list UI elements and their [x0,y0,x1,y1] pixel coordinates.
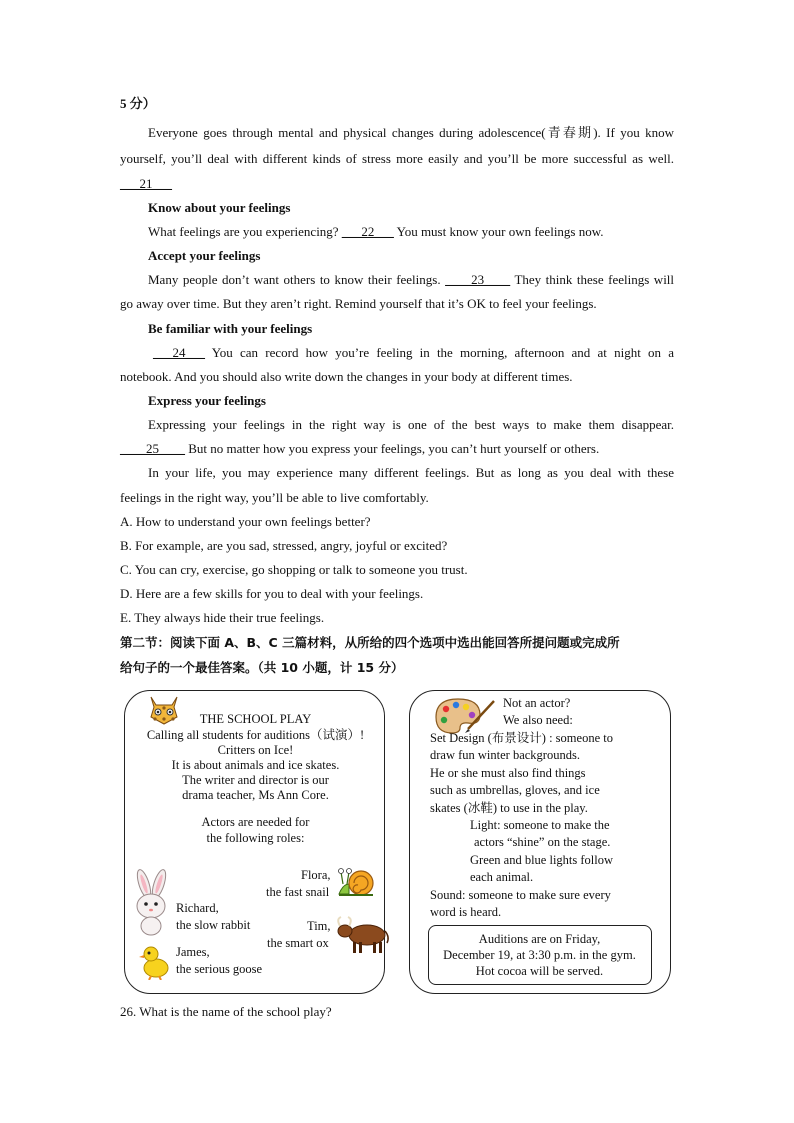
heading-express-feelings: Express your feelings [148,393,266,408]
blank-25: ____25____ [120,441,185,456]
paragraph-3-line-2: notebook. And you should also write down the changes in your body at different times. [120,369,573,384]
crew-set-design-line-2: draw fun winter backgrounds. [430,748,580,762]
section-2-instructions-line-1: 第二节：阅读下面 A、B、C 三篇材料，从所给的四个选项中选出能回答所提问题或完成所 [120,635,620,650]
poster-actors-needed-line-2: the following roles: [206,831,305,845]
paragraph-4-text-b: But no matter how you express your feelings, you can’t hurt yourself or others. [188,441,600,456]
paragraph-2-line-1 [148,272,674,288]
paragraph-4-line-1: Expressing your feelings in the right way is one of the best ways to make them disappear. [148,417,674,432]
crew-needed-poster [409,690,671,994]
poster-writer-line-1: The writer and director is our [182,773,329,787]
crew-light-line-4: each animal. [470,870,534,884]
crew-set-design-line-4: such as umbrellas, gloves, and ice [430,783,600,797]
section-header-fragment: 5 分） [120,96,156,111]
blank-22: ___22___ [341,224,394,239]
option-a: A. How to understand your own feelings better? [120,514,371,529]
ox-icon [335,915,391,955]
crew-we-also-need: We also need: [503,713,573,727]
paragraph-4-line-2 [120,441,599,457]
rabbit-icon [129,868,173,936]
option-b: B. For example, are you sad, stressed, angry, joyful or excited? [120,538,448,553]
role-flora-name: Flora, [301,868,331,882]
role-richard-name: Richard, [176,901,219,915]
poster-play-description: It is about animals and ice skates. [171,758,340,772]
role-tim-description: the smart ox [267,936,329,950]
crew-set-design-line-3: He or she must also find things [430,766,586,780]
paint-palette-icon [432,695,496,735]
goose-icon [139,944,171,980]
crew-sound-line-2: word is heard. [430,905,502,919]
role-james-description: the serious goose [176,962,263,976]
poster-call-for-auditions: Calling all students for auditions（试演）! [146,728,365,742]
crew-light-line-3: Green and blue lights follow [470,853,614,867]
paragraph-2-text-b: They think these feelings will [514,272,675,287]
poster-title: THE SCHOOL PLAY [199,712,312,726]
passage-intro-line-2: yourself, you’ll deal with different kinds of stress more easily and you’ll be more successful as well. [120,151,674,166]
role-james-name: James, [176,945,210,959]
paragraph-5-line-1: In your life, you may experience many different feelings. But as long as you deal with these [148,465,674,480]
poster-writer-line-2: drama teacher, Ms Ann Core. [182,788,329,802]
paragraph-2-text-a: Many people don’t want others to know their feelings. [148,272,441,287]
paragraph-1 [148,224,604,240]
school-play-poster [124,690,385,994]
blank-21: ___21___ [120,176,172,191]
poster-actors-needed-line-1: Actors are needed for [201,815,310,829]
option-d: D. Here are a few skills for you to deal with your feelings. [120,586,424,601]
auditions-hot-cocoa: Hot cocoa will be served. [475,964,604,978]
crew-not-an-actor: Not an actor? [503,696,571,710]
option-c: C. You can cry, exercise, go shopping or talk to someone you trust. [120,562,468,577]
auditions-day: Auditions are on Friday, [478,932,601,946]
paragraph-1-text-b: You must know your own feelings now. [396,224,604,239]
question-26: 26. What is the name of the school play? [120,1004,332,1019]
crew-set-design-line-5: skates (冰鞋) to use in the play. [430,801,588,815]
heading-know-feelings: Know about your feelings [148,200,291,215]
paragraph-5-line-2: feelings in the right way, you’ll be able to live comfortably. [120,490,429,505]
blank-23: ____23____ [445,272,511,287]
paragraph-2-line-2: go away over time. But they aren’t right. Remind yourself that it’s OK to feel your feelings. [120,296,597,311]
paragraph-3-line-1 [153,345,674,361]
heading-accept-feelings: Accept your feelings [148,248,261,263]
crew-light-line-2: actors “shine” on the stage. [474,835,611,849]
auditions-date-time-place: December 19, at 3:30 p.m. in the gym. [443,948,636,962]
crew-light-line-1: Light: someone to make the [470,818,610,832]
passage-intro-line-1: Everyone goes through mental and physical changes during adolescence(青春期). If you know [148,125,674,140]
crew-sound-line-1: Sound: someone to make sure every [430,888,611,902]
blank-24: ___24___ [153,345,205,360]
section-2-instructions-line-2: 给句子的一个最佳答案。（共 10 小题，计 15 分） [120,660,404,675]
snail-icon [337,862,375,898]
option-e: E. They always hide their true feelings. [120,610,325,625]
auditions-info-box [428,925,652,985]
crew-set-design-line-1: Set Design (布景设计) : someone to [430,731,613,745]
paragraph-3-text-a: You can record how you’re feeling in the morning, afternoon and at night on a [211,345,674,360]
role-richard-description: the slow rabbit [176,918,251,932]
role-tim-name: Tim, [307,919,331,933]
paragraph-1-text-a: What feelings are you experiencing? [148,224,339,239]
poster-play-name: Critters on Ice! [217,743,294,757]
heading-familiar-feelings: Be familiar with your feelings [148,321,313,336]
role-flora-description: the fast snail [266,885,330,899]
